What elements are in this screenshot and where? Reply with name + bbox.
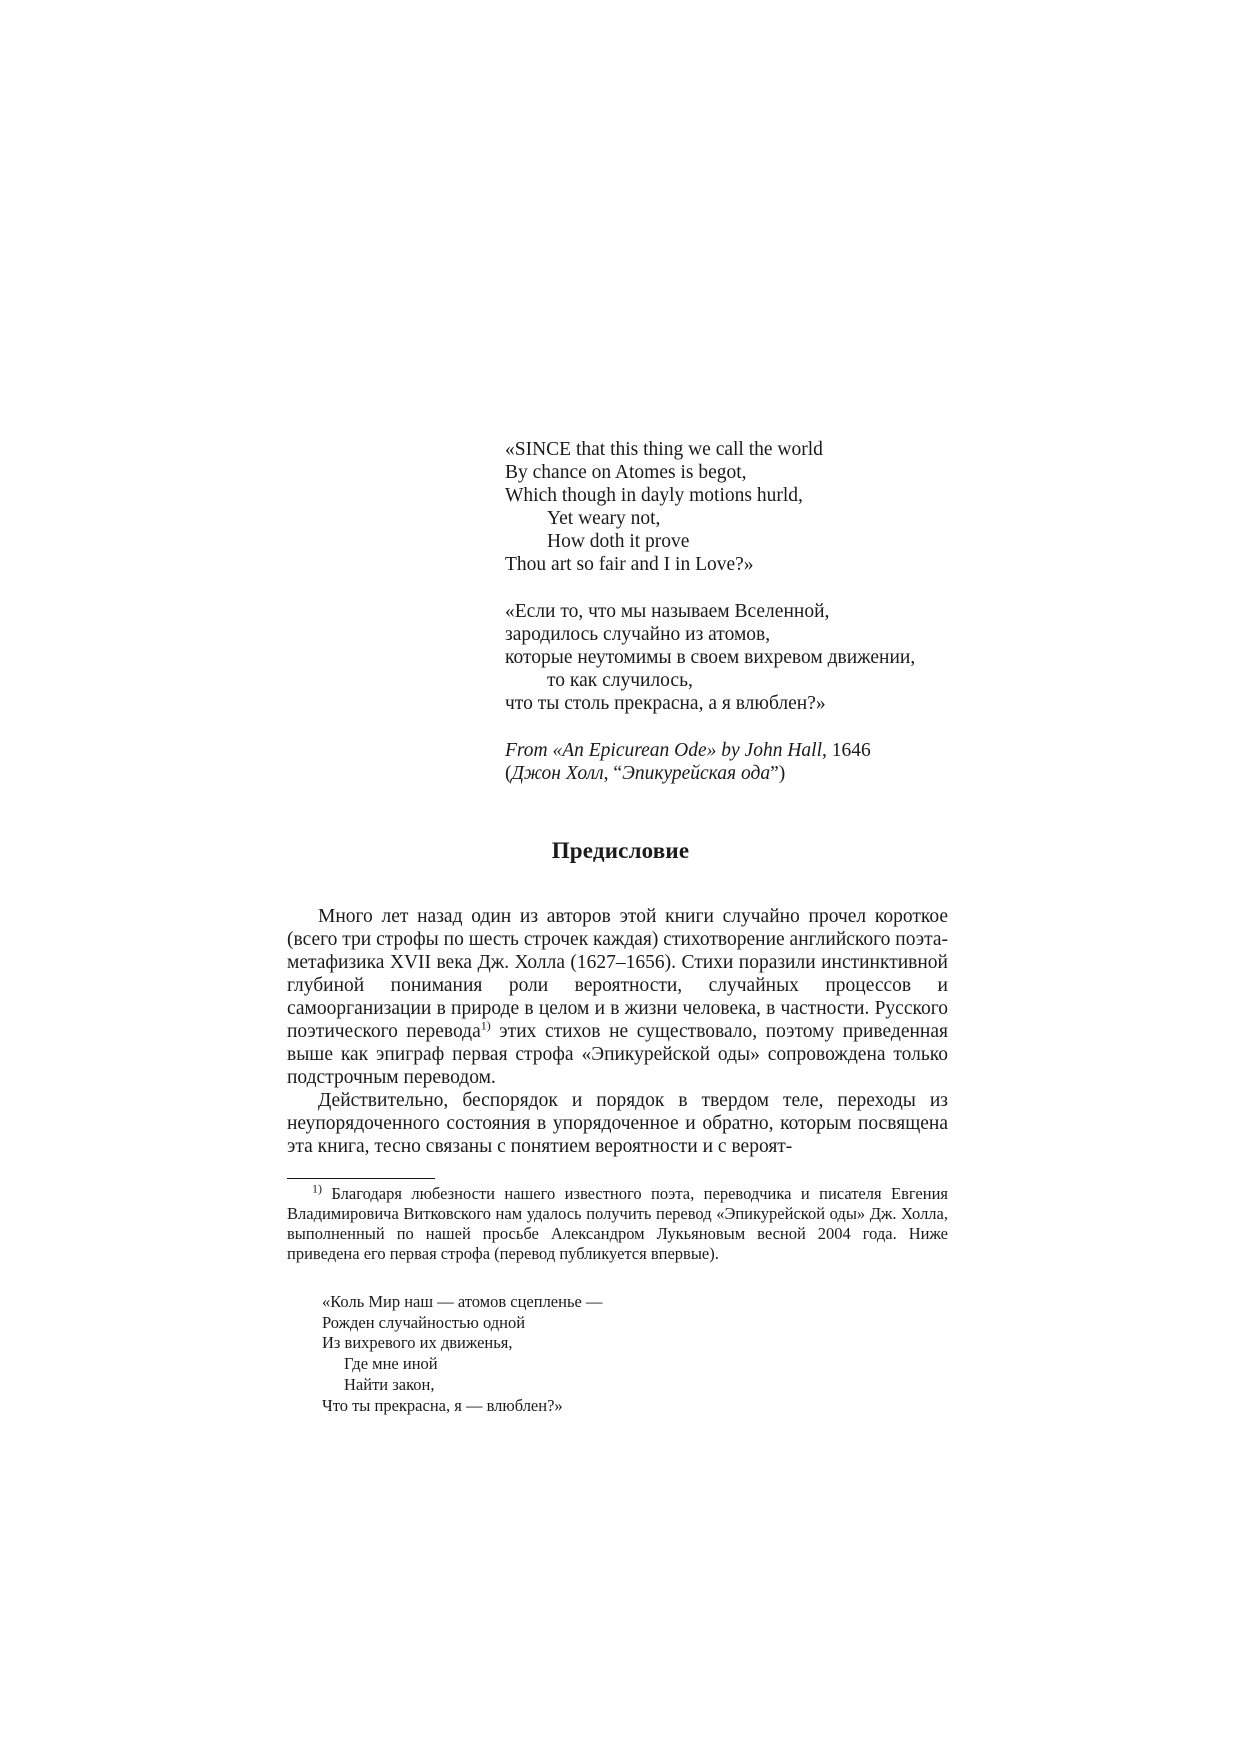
poem-line: которые неутомимы в своем вихревом движении, xyxy=(505,647,916,668)
paragraph-text: Много лет назад один из авторов этой книги случайно прочел короткое (всего три строфы по шесть строчек каждая) стихотворение английского поэта-метафизика XVII века Дж. Холла (1627–1656). Стихи поразили инстинктивной глубиной понимания роли вероятности, случайных процессов и самоорганизации в природе в целом и в жизни человека, в частности. Русского поэтического перевода xyxy=(287,906,948,1042)
epigraph-attribution xyxy=(505,739,985,785)
footnote-paragraph xyxy=(287,1181,948,1264)
paragraph xyxy=(287,905,948,1089)
poem-line: что ты столь прекрасна, а я влюблен?» xyxy=(505,693,826,714)
attribution-author-italic: Джон Холл xyxy=(511,763,604,784)
attribution-paren-open: ( xyxy=(505,763,512,784)
poem-line: Где мне иной xyxy=(344,1354,438,1374)
section-heading-text: Предисловие xyxy=(551,838,690,863)
attribution-source-italic: From «An Epicurean Ode» by John Hall xyxy=(505,740,822,761)
poem-line: Thou art so fair and I in Love?» xyxy=(505,554,754,575)
footnote xyxy=(287,1181,948,1264)
poem-line: то как случилось, xyxy=(547,670,693,691)
poem-line: Найти закон, xyxy=(344,1374,435,1394)
attribution-line-english xyxy=(505,739,985,762)
attribution-year: , 1646 xyxy=(822,740,871,761)
paragraph: Действительно, беспорядок и порядок в твердом теле, переходы из неупорядоченного состояния в упорядоченное и обратно, которым посвящена эта книга, тесно связаны с понятием вероятности и с вероят- xyxy=(287,1090,948,1157)
attribution-separator: , “ xyxy=(603,763,623,784)
poem-line: зародилось случайно из атомов, xyxy=(505,624,771,645)
epigraph-russian-stanza xyxy=(505,600,985,715)
footnote-text: Благодаря любезности нашего известного поэта, переводчика и писателя Евгения Владимировича Витковского нам удалось получить перевод «Эпикурейской оды» Дж. Холла, выполненный по нашей просьбе Александром Лукьяновым весной 2004 года. Ниже приведена его первая строфа (перевод публикуется впервые). xyxy=(287,1184,948,1263)
poem-line: «Если то, что мы называем Вселенной, xyxy=(505,601,830,622)
paragraph-text: этих стихов не существовало, поэтому приведенная выше как эпиграф первая строфа «Эпикурейской оды» сопровождена только подстрочным переводом. xyxy=(287,1021,948,1088)
poem-line: «SINCE that this thing we call the world xyxy=(505,439,823,460)
section-heading xyxy=(0,838,1241,864)
footnote-mark: 1) xyxy=(312,1181,322,1196)
poem-line: Что ты прекрасна, я — влюблен?» xyxy=(322,1395,563,1415)
footnote-divider xyxy=(287,1178,435,1179)
poem-line: Из вихревого их движенья, xyxy=(322,1333,513,1353)
attribution-paren-close: ”) xyxy=(770,763,786,784)
poem-line: Рожден случайностью одной xyxy=(322,1312,526,1332)
poem-line: By chance on Atomes is begot, xyxy=(505,462,747,483)
footnote-poem xyxy=(322,1292,822,1416)
poem-line: Which though in dayly motions hurld, xyxy=(505,485,803,506)
attribution-title-italic: Эпикурейская ода xyxy=(622,763,771,784)
poem-line: How doth it prove xyxy=(547,531,690,552)
body-text xyxy=(287,905,948,1158)
epigraph xyxy=(505,438,985,785)
footnote-reference[interactable]: 1) xyxy=(480,1018,491,1033)
poem-line: «Коль Мир наш — атомов сцепленье — xyxy=(322,1292,603,1311)
attribution-line-russian xyxy=(505,762,985,785)
epigraph-english-stanza xyxy=(505,438,985,576)
poem-line: Yet weary not, xyxy=(547,508,661,529)
